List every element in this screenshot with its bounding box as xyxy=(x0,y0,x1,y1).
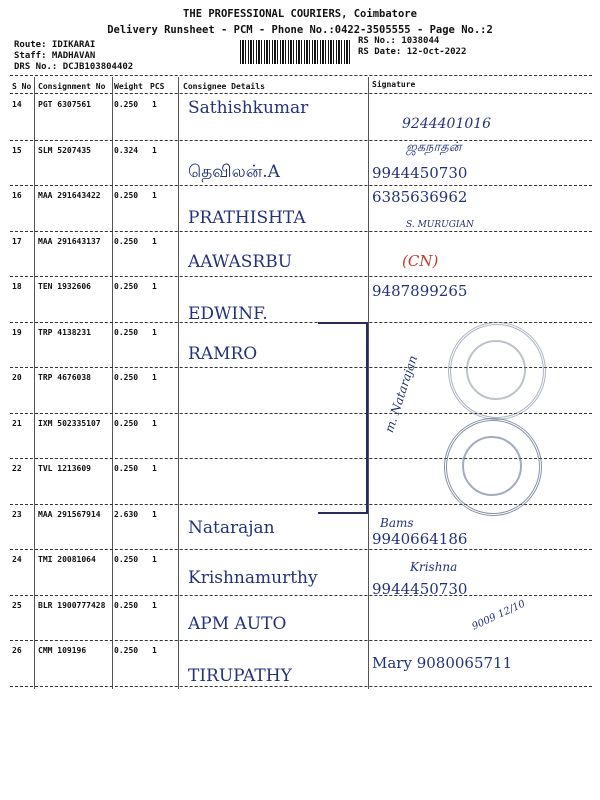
row-divider xyxy=(10,276,592,277)
col-consignee: Consignee Details xyxy=(183,82,265,91)
row-pcs: 1 xyxy=(152,100,157,109)
row-pcs: 1 xyxy=(152,145,157,155)
row-sno: 24 xyxy=(12,555,22,564)
row-pcs: 1 xyxy=(152,327,157,337)
row-divider xyxy=(10,686,592,687)
row-sno: 17 xyxy=(12,236,22,246)
row-consignment: TRP 4138231 xyxy=(38,327,91,337)
row-weight: 0.250 xyxy=(114,191,139,200)
row-consignee: RAMRO xyxy=(188,344,258,364)
row-pcs: 1 xyxy=(152,464,157,473)
sig-14-number: 9244401016 xyxy=(402,116,492,132)
runsheet-subtitle: Delivery Runsheet - PCM - Phone No.:0422-3505555 - Page No.:2 xyxy=(107,24,493,36)
row-consignee: Natarajan xyxy=(188,518,275,538)
row-weight: 0.250 xyxy=(114,100,139,109)
sig-23-name: Bams xyxy=(380,516,414,530)
row-signature: 9940664186 xyxy=(372,530,468,548)
row-sno: 21 xyxy=(12,418,22,428)
sig-15-tamil: ஜகநாதன் xyxy=(406,140,462,155)
col-weight: Weight xyxy=(114,82,143,91)
row-divider xyxy=(10,595,592,596)
row-weight: 0.250 xyxy=(114,555,139,564)
row-consignment: PGT 6307561 xyxy=(38,100,91,109)
row-weight: 0.250 xyxy=(114,373,139,382)
staff-label: Staff: MADHAVAN xyxy=(14,51,96,61)
row-sno: 18 xyxy=(12,282,22,291)
row-pcs: 1 xyxy=(152,418,157,428)
row-consignment: MAA 291643137 xyxy=(38,236,101,246)
rs-date: RS Date: 12-Oct-2022 xyxy=(358,47,467,57)
row-consignment: TVL 1213609 xyxy=(38,464,91,473)
row-consignment: SLM 5207435 xyxy=(38,145,91,155)
col-signature: Signature xyxy=(372,80,416,89)
row-consignee: AAWASRBU xyxy=(188,252,293,272)
row-pcs: 1 xyxy=(152,282,157,291)
row-divider xyxy=(10,549,592,550)
row-weight: 0.250 xyxy=(114,418,139,428)
header-top-rule xyxy=(10,75,592,76)
row-divider xyxy=(10,231,592,232)
row-pcs: 1 xyxy=(152,646,157,655)
row-sno: 26 xyxy=(12,646,22,655)
row-sno: 19 xyxy=(12,327,22,337)
row-divider xyxy=(10,640,592,641)
sig-18-circle: (CN) xyxy=(402,252,439,270)
row-consignee: Sathishkumar xyxy=(188,98,309,118)
row-sno: 23 xyxy=(12,509,22,519)
row-pcs: 1 xyxy=(152,236,157,246)
row-consignment: TMI 20081064 xyxy=(38,555,96,564)
row-divider xyxy=(10,185,592,186)
row-weight: 0.250 xyxy=(114,600,139,610)
route-label: Route: IDIKARAI xyxy=(14,40,96,50)
row-divider xyxy=(10,140,592,141)
company-title: THE PROFESSIONAL COURIERS, Coimbatore xyxy=(183,8,417,20)
drs-number: DRS No.: DCJB103804402 xyxy=(14,62,134,72)
row-sno: 14 xyxy=(12,100,22,109)
row-signature: 9944450730 xyxy=(372,580,468,598)
row-pcs: 1 xyxy=(152,191,157,200)
row-consignee: EDWINF. xyxy=(188,304,268,324)
col-consignment: Consignment No xyxy=(38,82,106,91)
sig-25-text: 9009 12/10 xyxy=(470,598,528,633)
row-consignment: CMM 109196 xyxy=(38,646,87,655)
row-sno: 25 xyxy=(12,600,22,610)
row-weight: 0.250 xyxy=(114,236,139,246)
row-weight: 0.250 xyxy=(114,646,139,655)
courier-stamp-top-inner xyxy=(466,340,526,400)
row-signature: 9944450730 xyxy=(372,164,468,182)
column-divider xyxy=(368,77,369,689)
row-consignment: TRP 4676038 xyxy=(38,373,91,382)
row-consignee: TIRUPATHY xyxy=(188,666,292,686)
header-bottom-rule xyxy=(10,93,592,94)
column-divider xyxy=(34,77,35,689)
column-divider xyxy=(178,77,179,689)
row-pcs: 1 xyxy=(152,555,157,564)
row-pcs: 1 xyxy=(152,509,157,519)
row-sno: 16 xyxy=(12,191,22,200)
column-divider xyxy=(112,77,113,689)
row-pcs: 1 xyxy=(152,600,157,610)
sig-16-name: S. MURUGIAN xyxy=(406,220,474,230)
row-signature: 6385636962 xyxy=(372,188,468,206)
col-sno: S No xyxy=(12,82,32,91)
row-consignee: தெவிலன்.A xyxy=(188,162,280,182)
row-consignment: MAA 291643422 xyxy=(38,191,101,200)
row-weight: 2.630 xyxy=(114,509,139,519)
row-signature: 9487899265 xyxy=(372,282,468,300)
row-consignment: MAA 291567914 xyxy=(38,509,101,519)
courier-stamp-bottom-inner xyxy=(462,436,522,496)
row-sno: 20 xyxy=(12,373,22,382)
row-weight: 0.250 xyxy=(114,282,139,291)
row-weight: 0.250 xyxy=(114,327,139,337)
row-signature: Mary 9080065711 xyxy=(372,654,513,672)
row-consignment: BLR 1900777428 xyxy=(38,600,106,610)
vertical-note: m. Natarajan xyxy=(382,353,421,435)
row-consignee: PRATHISHTA xyxy=(188,208,306,228)
row-weight: 0.250 xyxy=(114,464,139,473)
col-pcs: PCS xyxy=(150,82,165,91)
row-sno: 22 xyxy=(12,464,22,473)
row-consignee: APM AUTO xyxy=(188,614,287,634)
row-consignee: Krishnamurthy xyxy=(188,568,318,588)
sig-24-name: Krishna xyxy=(410,560,458,574)
row-pcs: 1 xyxy=(152,373,157,382)
row-weight: 0.324 xyxy=(114,145,139,155)
row-sno: 15 xyxy=(12,145,22,155)
row-consignment: TEN 1932606 xyxy=(38,282,91,291)
row-consignment: IXM 502335107 xyxy=(38,418,101,428)
rs-number: RS No.: 1038044 xyxy=(358,36,440,46)
bracket-mark xyxy=(318,322,368,514)
barcode xyxy=(240,40,350,64)
